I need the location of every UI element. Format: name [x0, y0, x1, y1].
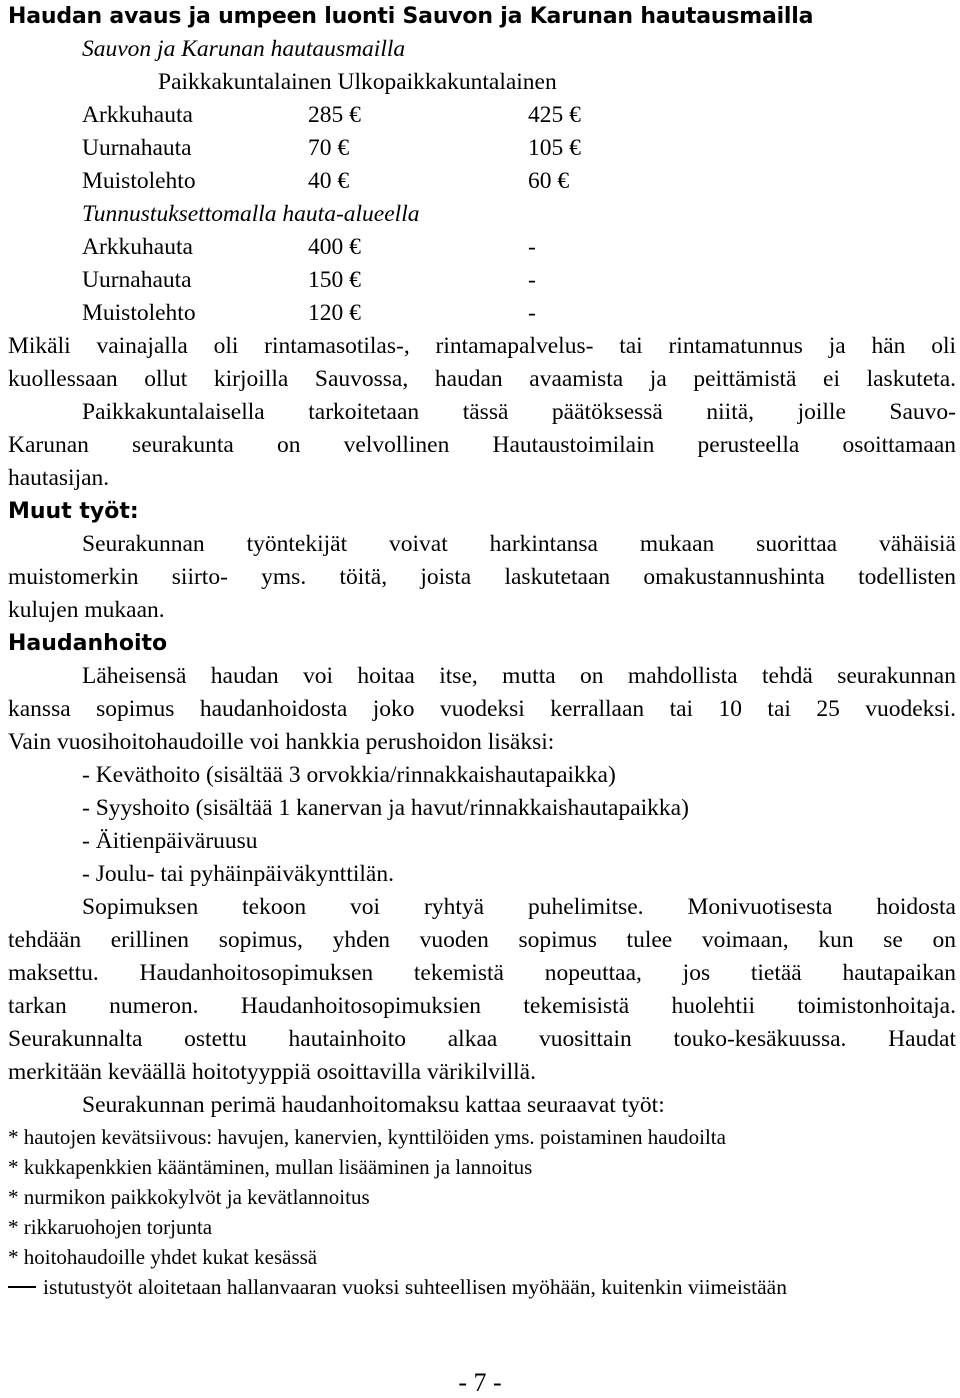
tasks-list: [8, 1122, 956, 1272]
fee-nonlocal: 60 €: [528, 168, 570, 194]
fee-local: 285 €: [308, 102, 361, 128]
grave-care-heading: Haudanhoito: [8, 631, 168, 656]
document-page: [8, 0, 956, 1302]
list-item: * kukkapenkkien kääntäminen, mullan lisääminen ja lannoitus: [8, 1155, 533, 1179]
dash-rule: [8, 1286, 36, 1288]
paragraph-line: tarkan numeron. Haudanhoitosopimuksien tekemisistä huolehtii toimistonhoitaja.: [8, 993, 956, 1019]
paragraph-line: kanssa sopimus haudanhoidosta joko vuodeksi kerrallaan tai 10 tai 25 vuodeksi.: [8, 696, 956, 722]
fee-nonlocal: -: [528, 234, 536, 260]
fee-local: 40 €: [308, 168, 350, 194]
fee-label: Uurnahauta: [82, 267, 192, 293]
paragraph-line: kulujen mukaan.: [8, 597, 165, 623]
paragraph-line: maksettu. Haudanhoitosopimuksen tekemistä nopeuttaa, jos tietää hautapaikan: [8, 960, 956, 986]
planting-note-text: istutustyöt aloitetaan hallanvaaran vuoksi suhteellisen myöhään, kuitenkin viimeistään: [43, 1275, 787, 1299]
fee-label: Muistolehto: [82, 168, 196, 194]
list-item: * rikkaruohojen torjunta: [8, 1215, 213, 1239]
other-work-heading: Muut työt:: [8, 499, 139, 524]
fee-nonlocal: 105 €: [528, 135, 581, 161]
fee-row: [8, 297, 956, 330]
fee-local: 400 €: [308, 234, 361, 260]
unconfessional-subtitle: Tunnustuksettomalla hauta-alueella: [82, 201, 420, 227]
paragraph-line: Läheisensä haudan voi hoitaa itse, mutta on mahdollista tehdä seurakunnan: [82, 663, 956, 689]
list-item: * nurmikon paikkokylvöt ja kevätlannoitus: [8, 1185, 370, 1209]
contract-paragraph: [8, 891, 956, 1089]
fee-row: [8, 165, 956, 198]
list-item: - Äitienpäiväruusu: [82, 828, 258, 854]
fee-local: 70 €: [308, 135, 350, 161]
col-header-nonlocal: Ulkopaikkakuntalainen: [337, 69, 557, 95]
fee-nonlocal: -: [528, 300, 536, 326]
extras-list: [8, 759, 956, 891]
col-header-local: Paikkakuntalainen: [158, 69, 332, 95]
list-item: * hautojen kevätsiivous: havujen, kanervien, kynttilöiden yms. poistaminen haudoilta: [8, 1125, 726, 1149]
planting-note: [8, 1272, 956, 1302]
fee-row: [8, 264, 956, 297]
other-work-paragraph: [8, 528, 956, 627]
paragraph-line: kuollessaan ollut kirjoilla Sauvossa, haudan avaamista ja peittämistä ei laskuteta.: [8, 366, 956, 392]
list-item: * hoitohaudoille yhdet kukat kesässä: [8, 1245, 318, 1269]
fee-row: [8, 231, 956, 264]
fees-subtitle: Sauvon ja Karunan hautausmailla: [82, 36, 406, 62]
list-item: - Syyshoito (sisältää 1 kanervan ja havut/rinnakkaishautapaikka): [82, 795, 689, 821]
page-number: - 7 -: [458, 1368, 502, 1397]
list-item: - Keväthoito (sisältää 3 orvokkia/rinnakkaishautapaikka): [82, 762, 616, 788]
fee-row: [8, 132, 956, 165]
fee-nonlocal: -: [528, 267, 536, 293]
paragraph-line: Vain vuosihoitohaudoille voi hankkia perushoidon lisäksi:: [8, 729, 555, 755]
fee-label: Muistolehto: [82, 300, 196, 326]
fee-label: Arkkuhauta: [82, 102, 193, 128]
paragraph-line: Mikäli vainajalla oli rintamasotilas-, rintamapalvelus- tai rintamatunnus ja hän oli: [8, 333, 956, 359]
paragraph-line: Seurakunnalta ostettu hautainhoito alkaa vuosittain touko-kesäkuussa. Haudat: [8, 1026, 956, 1052]
paragraph-line: muistomerkin siirto- yms. töitä, joista laskutetaan omakustannushinta todellisten: [8, 564, 956, 590]
fee-nonlocal: 425 €: [528, 102, 581, 128]
local-definition-paragraph: [8, 396, 956, 495]
fee-label: Arkkuhauta: [82, 234, 193, 260]
page-title: Haudan avaus ja umpeen luonti Sauvon ja Karunan hautausmailla: [8, 4, 814, 29]
paragraph-line: Paikkakuntalaisella tarkoitetaan tässä päätöksessä niitä, joille Sauvo-: [82, 399, 956, 425]
fee-covers-line: Seurakunnan perimä haudanhoitomaksu kattaa seuraavat työt:: [82, 1092, 665, 1118]
fee-local: 150 €: [308, 267, 361, 293]
paragraph-line: hautasijan.: [8, 465, 110, 491]
fee-row: [8, 99, 956, 132]
paragraph-line: Karunan seurakunta on velvollinen Hautaustoimilain perusteella osoittamaan: [8, 432, 956, 458]
fees-column-headers: [8, 66, 956, 99]
grave-care-intro: [8, 660, 956, 759]
paragraph-line: Sopimuksen tekoon voi ryhtyä puhelimitse. Monivuotisesta hoidosta: [82, 894, 956, 920]
veterans-paragraph: [8, 330, 956, 396]
list-item: - Joulu- tai pyhäinpäiväkynttilän.: [82, 861, 394, 887]
paragraph-line: tehdään erillinen sopimus, yhden vuoden sopimus tulee voimaan, kun se on: [8, 927, 956, 953]
fee-label: Uurnahauta: [82, 135, 192, 161]
fee-local: 120 €: [308, 300, 361, 326]
paragraph-line: Seurakunnan työntekijät voivat harkintansa mukaan suorittaa vähäisiä: [82, 531, 956, 557]
paragraph-line: merkitään keväällä hoitotyyppiä osoittavilla värikilvillä.: [8, 1059, 536, 1085]
